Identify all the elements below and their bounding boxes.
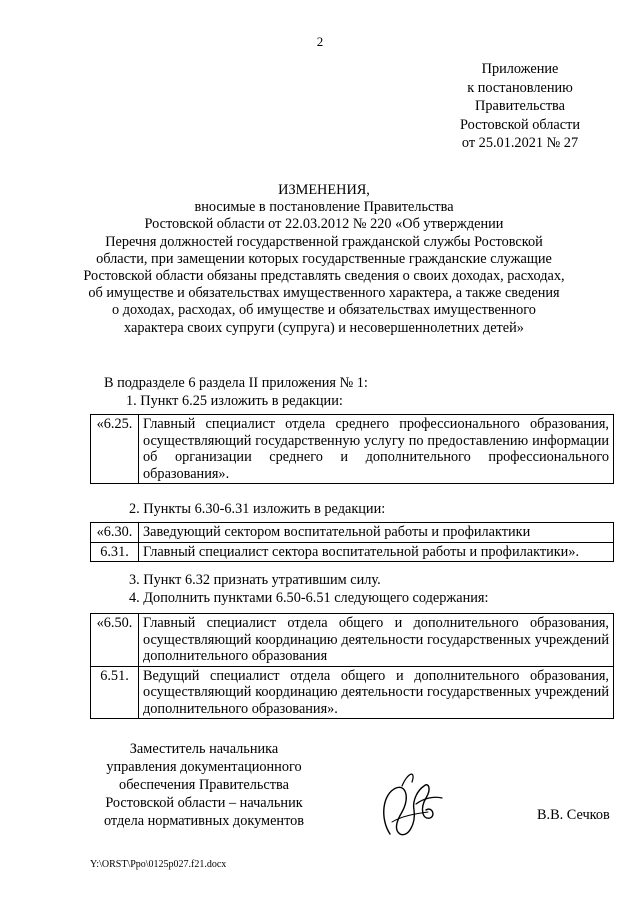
row-number: «6.25. [91,415,139,484]
title-line: области, при замещении которых государственные гражданские служащие [96,250,552,267]
title-line: Перечня должностей государственной гражданской службы Ростовской [105,233,543,250]
appendix-line: Ростовской области [459,116,581,133]
signatory-name: В.В. Сечков [537,807,610,823]
title-line: об имуществе и обязательствах имущественного характера, а также сведения [88,285,560,302]
title-line: вносимые в постановление Правительства [194,199,454,216]
row-number: 6.51. [91,666,139,719]
signatory-line: управления документационного [106,759,302,775]
item-4: 4. Дополнить пунктами 6.50-6.51 следующего содержания: [129,590,489,606]
row-number: «6.30. [91,523,139,543]
table-row [91,523,614,543]
signatory-line: Ростовской области – начальник [105,795,303,811]
table-6-25 [90,414,614,484]
table-row [91,614,614,667]
title-line: Ростовской области от 22.03.2012 № 220 «Об утверждении [144,216,504,233]
item-1: 1. Пункт 6.25 изложить в редакции: [126,393,343,409]
row-text: Заведующий сектором воспитательной работы и профилактики [139,523,614,543]
table-row [91,542,614,562]
appendix-line: Правительства [475,98,565,114]
signatory-line: отдела нормативных документов [103,813,305,829]
document-title [60,182,588,337]
row-text: Ведущий специалист отдела общего и дополнительного образования, осуществляющий координацию деятельности государственных учреждений дополнительного образования». [139,666,614,719]
appendix-line: к постановлению [467,79,573,96]
row-text: Главный специалист отдела среднего профессионального образования, осуществляющий государственную услугу по предоставлению информации об организации среднего и дополнительного профессионального образования». [139,415,614,484]
handwritten-signature [372,764,452,846]
appendix-line: Приложение [481,61,559,77]
page-number: 2 [316,34,324,49]
signatory-line: Заместитель начальника [129,741,279,757]
signatory-position [86,740,322,830]
title-heading: ИЗМЕНЕНИЯ, [278,182,370,198]
title-line: о доходах, расходах, об имуществе и обязательствах имущественного [112,302,536,319]
intro-paragraph: В подразделе 6 раздела II приложения № 1: [104,375,368,391]
file-path: Y:\ORST\Ppo\0125p027.f21.docx [90,859,227,870]
title-line: характера своих супруги (супруга) и несовершеннолетних детей» [124,319,524,336]
row-number: 6.31. [91,542,139,562]
appendix-header [420,60,620,153]
title-line: Ростовской области обязаны представлять сведения о своих доходах, расходах, [83,268,565,285]
appendix-line: от 25.01.2021 № 27 [461,135,579,151]
item-2: 2. Пункты 6.30-6.31 изложить в редакции: [129,501,386,517]
row-text: Главный специалист сектора воспитательной работы и профилактики». [139,542,614,562]
table-row [91,415,614,484]
table-6-30-6-31 [90,522,614,562]
table-row [91,666,614,719]
signatory-line: обеспечения Правительства [119,777,289,793]
row-text: Главный специалист отдела общего и дополнительного образования, осуществляющий координацию деятельности государственных учреждений дополнительного образования [139,614,614,667]
row-number: «6.50. [91,614,139,667]
table-6-50-6-51 [90,613,614,719]
item-3: 3. Пункт 6.32 признать утратившим силу. [129,572,381,588]
